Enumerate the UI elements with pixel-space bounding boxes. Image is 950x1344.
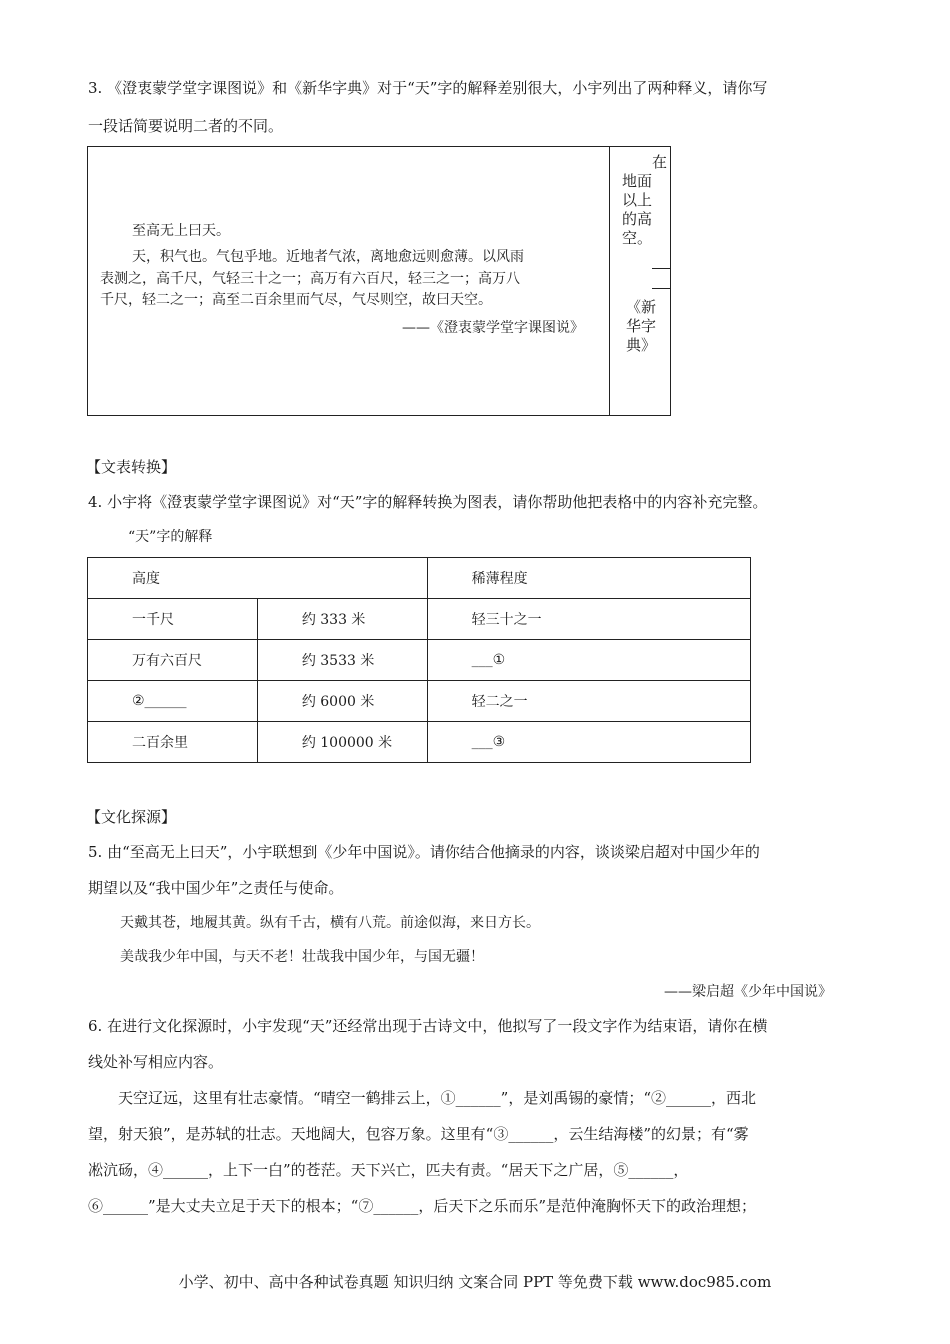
quote-right-dash — [652, 268, 670, 269]
table-row — [88, 722, 751, 763]
table-cell-blank: ___③ — [427, 722, 750, 763]
q4-text: 4. 小宇将《澄衷蒙学堂字课图说》对“天”字的解释转换为图表，请你帮助他把表格中的内容补充完整。 — [88, 493, 768, 511]
quote-right-source-char: 华字 — [626, 317, 657, 335]
table-cell: 轻二之一 — [427, 681, 750, 722]
quote-left-line2: 天，积气也。气包乎地。近地者气浓，离地愈远则愈薄。以风雨 — [132, 249, 524, 265]
quote-right-text — [617, 172, 657, 248]
quote-right-char: 地面 — [621, 172, 652, 190]
q6-para-line2: 望，射天狼”，是苏轼的壮志。天地阔大，包容万象。这里有“③______，云生结海楼”的幻景；有“雾 — [88, 1125, 749, 1143]
quote-left-source: ——《澄衷蒙学堂字课图说》 — [402, 320, 584, 336]
table-cell: 一千尺 — [88, 599, 258, 640]
quote-right-char: 以上 — [621, 191, 652, 209]
q3-line2: 一段话简要说明二者的不同。 — [88, 117, 284, 135]
table-header-cell: 高度 — [88, 558, 428, 599]
table-cell: 轻三十之一 — [427, 599, 750, 640]
q6-line2: 线处补写相应内容。 — [88, 1053, 224, 1071]
page-footer: 小学、初中、高中各种试卷真题 知识归纳 文案合同 PPT 等免费下载 www.doc985.com — [178, 1273, 772, 1291]
table-cell: 万有六百尺 — [88, 640, 258, 681]
quote-right-char: 的高 — [621, 210, 652, 228]
table-cell: 约 100000 米 — [257, 722, 427, 763]
table-cell-blank: ②______ — [88, 681, 258, 722]
quote-right-source — [626, 298, 656, 355]
q6-line1: 6. 在进行文化探源时，小宇发现“天”还经常出现于古诗文中，他拟写了一段文字作为结束语，请你在横 — [88, 1017, 768, 1035]
table-cell: 约 333 米 — [257, 599, 427, 640]
quote-right-top-char: 在 — [652, 153, 668, 171]
section-title-wenbiao: 【文表转换】 — [86, 458, 177, 476]
table-row — [88, 640, 751, 681]
table-cell-blank: ___① — [427, 640, 750, 681]
quote-right-source-char: 《新 — [626, 298, 657, 316]
quote-right-source-char: 典》 — [626, 336, 657, 354]
table-cell: 约 6000 米 — [257, 681, 427, 722]
q5-line2: 期望以及“我中国少年”之责任与使命。 — [88, 879, 344, 897]
table-caption: “天”字的解释 — [128, 529, 213, 545]
quote-right-dash — [652, 288, 670, 289]
table-row — [88, 599, 751, 640]
quote-divider — [609, 146, 610, 416]
table-header-row — [88, 558, 751, 599]
quote-left-line4: 千尺，轻二之一；高至二百余里而气尽，气尽则空，故曰天空。 — [100, 292, 492, 308]
quote-left-line1: 至高无上曰天。 — [132, 223, 230, 239]
q5-quote1: 天戴其苍，地履其黄。纵有千古，横有八荒。前途似海，来日方长。 — [120, 915, 540, 931]
table-cell: 约 3533 米 — [257, 640, 427, 681]
explanation-table — [87, 557, 751, 763]
q6-para-line1: 天空辽远，这里有壮志豪情。“晴空一鹤排云上，①______”，是刘禹锡的豪情；“②______，西北 — [118, 1089, 757, 1107]
table-cell: 二百余里 — [88, 722, 258, 763]
q6-para-line4: ⑥______”是大丈夫立足于天下的根本；“⑦______，后天下之乐而乐”是范仲淹胸怀天下的政治理想； — [88, 1197, 757, 1215]
quote-left-line3: 表测之，高千尺，气轻三十之一；高万有六百尺，轻三之一；高万八 — [100, 271, 520, 287]
quote-right-char: 空。 — [621, 229, 652, 247]
q5-quote2: 美哉我少年中国，与天不老！壮哉我中国少年，与国无疆！ — [120, 949, 484, 965]
q3-line1: 3. 《澄衷蒙学堂字课图说》和《新华字典》对于“天”字的解释差别很大，小宇列出了两种释义，请你写 — [88, 79, 768, 97]
q6-para-line3: 凇沆砀，④______，上下一白”的苍茫。天下兴亡，匹夫有责。“居天下之广居，⑤______， — [88, 1161, 689, 1179]
table-header-cell: 稀薄程度 — [427, 558, 750, 599]
table-row — [88, 681, 751, 722]
q5-source: ——梁启超《少年中国说》 — [664, 984, 832, 1000]
q5-line1: 5. 由“至高无上曰天”，小宇联想到《少年中国说》。请你结合他摘录的内容，谈谈梁启超对中国少年的 — [88, 843, 760, 861]
section-title-wenhua: 【文化探源】 — [86, 808, 177, 826]
